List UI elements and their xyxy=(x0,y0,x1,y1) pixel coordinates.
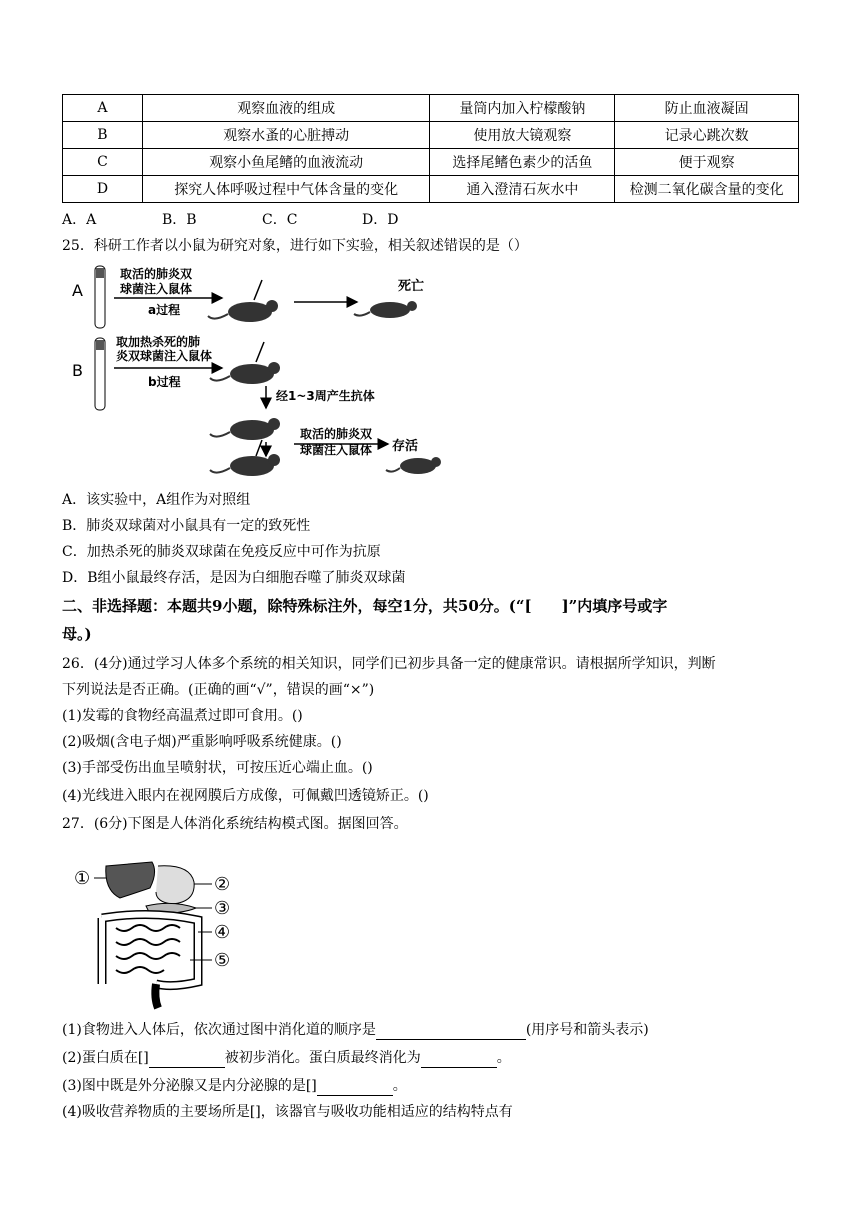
small-intestine-icon xyxy=(116,925,180,973)
svg-text:①: ① xyxy=(74,868,91,889)
q24-choice-d[interactable]: D．D xyxy=(362,212,399,228)
group-b-label: B xyxy=(72,361,83,380)
table-cell-opt: A xyxy=(63,95,143,122)
svg-text:取活的肺炎双: 取活的肺炎双 xyxy=(300,427,373,441)
table-cell-op: 通入澄清石灰水中 xyxy=(430,176,615,203)
table-cell-exp: 观察水蚤的心脏搏动 xyxy=(142,122,430,149)
q24-choice-c[interactable]: C．C xyxy=(262,212,298,228)
svg-text:取加热杀死的肺: 取加热杀死的肺 xyxy=(116,335,201,349)
svg-text:球菌注入鼠体: 球菌注入鼠体 xyxy=(300,443,373,457)
table-cell-purpose: 记录心跳次数 xyxy=(615,122,799,149)
rectum-icon xyxy=(155,984,158,1008)
group-a xyxy=(72,266,424,328)
q26-item-1: (1)发霉的食物经高温煮过即可食用。() xyxy=(62,708,303,724)
large-intestine-icon xyxy=(102,914,198,985)
mouse-icon xyxy=(210,440,280,476)
q27-stem: 27．(6分)下图是人体消化系统结构模式图。据图回答。 xyxy=(62,816,408,832)
experiment-table xyxy=(62,94,799,203)
svg-text:经1~3周产生抗体: 经1~3周产生抗体 xyxy=(276,389,375,403)
q26-item-4: (4)光线进入眼内在视网膜后方成像，可佩戴凹透镜矫正。() xyxy=(62,788,429,804)
q25-stem: 25．科研工作者以小鼠为研究对象，进行如下实验，相关叙述错误的是（） xyxy=(62,238,528,254)
table-cell-opt: D xyxy=(63,176,143,203)
svg-text:②: ② xyxy=(214,874,231,895)
mouse-icon xyxy=(210,342,280,384)
dead-mouse-icon xyxy=(354,301,417,318)
q26-stem-cont: 下列说法是否正确。(正确的画“√”，错误的画“×”) xyxy=(62,682,375,698)
syringe-icon xyxy=(256,342,264,362)
q27-sub-2: (2)蛋白质在[] 被初步消化。蛋白质最终消化为 。 xyxy=(62,1050,511,1066)
stomach-icon xyxy=(156,866,194,904)
q25-option-b[interactable]: B．肺炎双球菌对小鼠具有一定的致死性 xyxy=(62,518,311,534)
q24-choice-b[interactable]: B．B xyxy=(162,212,197,228)
mouse-icon xyxy=(210,418,280,440)
svg-text:④: ④ xyxy=(214,922,231,943)
table-cell-exp: 观察血液的组成 xyxy=(142,95,430,122)
table-row xyxy=(63,95,799,122)
q24-choice-a[interactable]: A．A xyxy=(62,212,97,228)
answer-blank[interactable] xyxy=(376,1023,526,1040)
table-cell-opt: B xyxy=(63,122,143,149)
table-cell-op: 量筒内加入柠檬酸钠 xyxy=(430,95,615,122)
syringe-icon xyxy=(254,280,262,300)
svg-text:b过程: b过程 xyxy=(148,375,181,389)
q26-item-2: (2)吸烟(含电子烟)严重影响呼吸系统健康。() xyxy=(62,734,342,750)
answer-blank[interactable] xyxy=(317,1079,393,1096)
alive-mouse-icon xyxy=(386,457,441,474)
table-cell-op: 选择尾鳍色素少的活鱼 xyxy=(430,149,615,176)
table-cell-exp: 探究人体呼吸过程中气体含量的变化 xyxy=(142,176,430,203)
table-cell-exp: 观察小鱼尾鳍的血液流动 xyxy=(142,149,430,176)
q26-item-3: (3)手部受伤出血呈喷射状，可按压近心端止血。() xyxy=(62,760,373,776)
q25-option-c[interactable]: C．加热杀死的肺炎双球菌在免疫反应中可作为抗原 xyxy=(62,544,381,560)
answer-blank[interactable] xyxy=(149,1051,225,1068)
table-row xyxy=(63,122,799,149)
section-2-heading-cont: 母。) xyxy=(62,625,92,643)
group-b xyxy=(72,334,441,476)
section-2-heading: 二、非选择题：本题共9小题，除特殊标注外，每空1分，共50分。(“[ ]”内填序号或字 xyxy=(62,597,668,615)
q27-sub-3: (3)图中既是外分泌腺又是内分泌腺的是[] 。 xyxy=(62,1078,407,1094)
syringe-icon xyxy=(256,440,262,456)
q27-sub-1: (1)食物进入人体后，依次通过图中消化道的顺序是 (用序号和箭头表示) xyxy=(62,1022,649,1038)
group-a-label: A xyxy=(72,281,83,300)
q25-option-a[interactable]: A．该实验中，A组作为对照组 xyxy=(62,492,251,508)
svg-text:a过程: a过程 xyxy=(148,303,181,317)
q24-choices xyxy=(62,210,462,230)
mouse-icon xyxy=(208,280,278,322)
q25-option-d[interactable]: D．B组小鼠最终存活，是因为白细胞吞噬了肺炎双球菌 xyxy=(62,570,406,586)
table-cell-purpose: 便于观察 xyxy=(615,149,799,176)
table-cell-purpose: 检测二氧化碳含量的变化 xyxy=(615,176,799,203)
svg-text:死亡: 死亡 xyxy=(398,279,425,294)
mouse-experiment-figure xyxy=(62,260,452,482)
table-row xyxy=(63,149,799,176)
table-row xyxy=(63,176,799,203)
liver-icon xyxy=(106,862,155,898)
table-cell-op: 使用放大镜观察 xyxy=(430,122,615,149)
svg-text:取活的肺炎双: 取活的肺炎双 xyxy=(120,267,193,281)
svg-text:球菌注入鼠体: 球菌注入鼠体 xyxy=(120,282,193,296)
svg-text:③: ③ xyxy=(214,898,231,919)
table-cell-purpose: 防止血液凝固 xyxy=(615,95,799,122)
q26-stem: 26．(4分)通过学习人体多个系统的相关知识，同学们已初步具备一定的健康常识。请根据所学知识，判断 xyxy=(62,656,716,672)
answer-blank[interactable] xyxy=(421,1051,497,1068)
digestive-system-figure xyxy=(72,858,252,1014)
table-cell-opt: C xyxy=(63,149,143,176)
q27-sub-4: (4)吸收营养物质的主要场所是[]，该器官与吸收功能相适应的结构特点有 xyxy=(62,1104,513,1120)
svg-text:炎双球菌注入鼠体: 炎双球菌注入鼠体 xyxy=(116,349,213,363)
svg-text:⑤: ⑤ xyxy=(214,950,231,971)
svg-text:存活: 存活 xyxy=(392,439,419,454)
